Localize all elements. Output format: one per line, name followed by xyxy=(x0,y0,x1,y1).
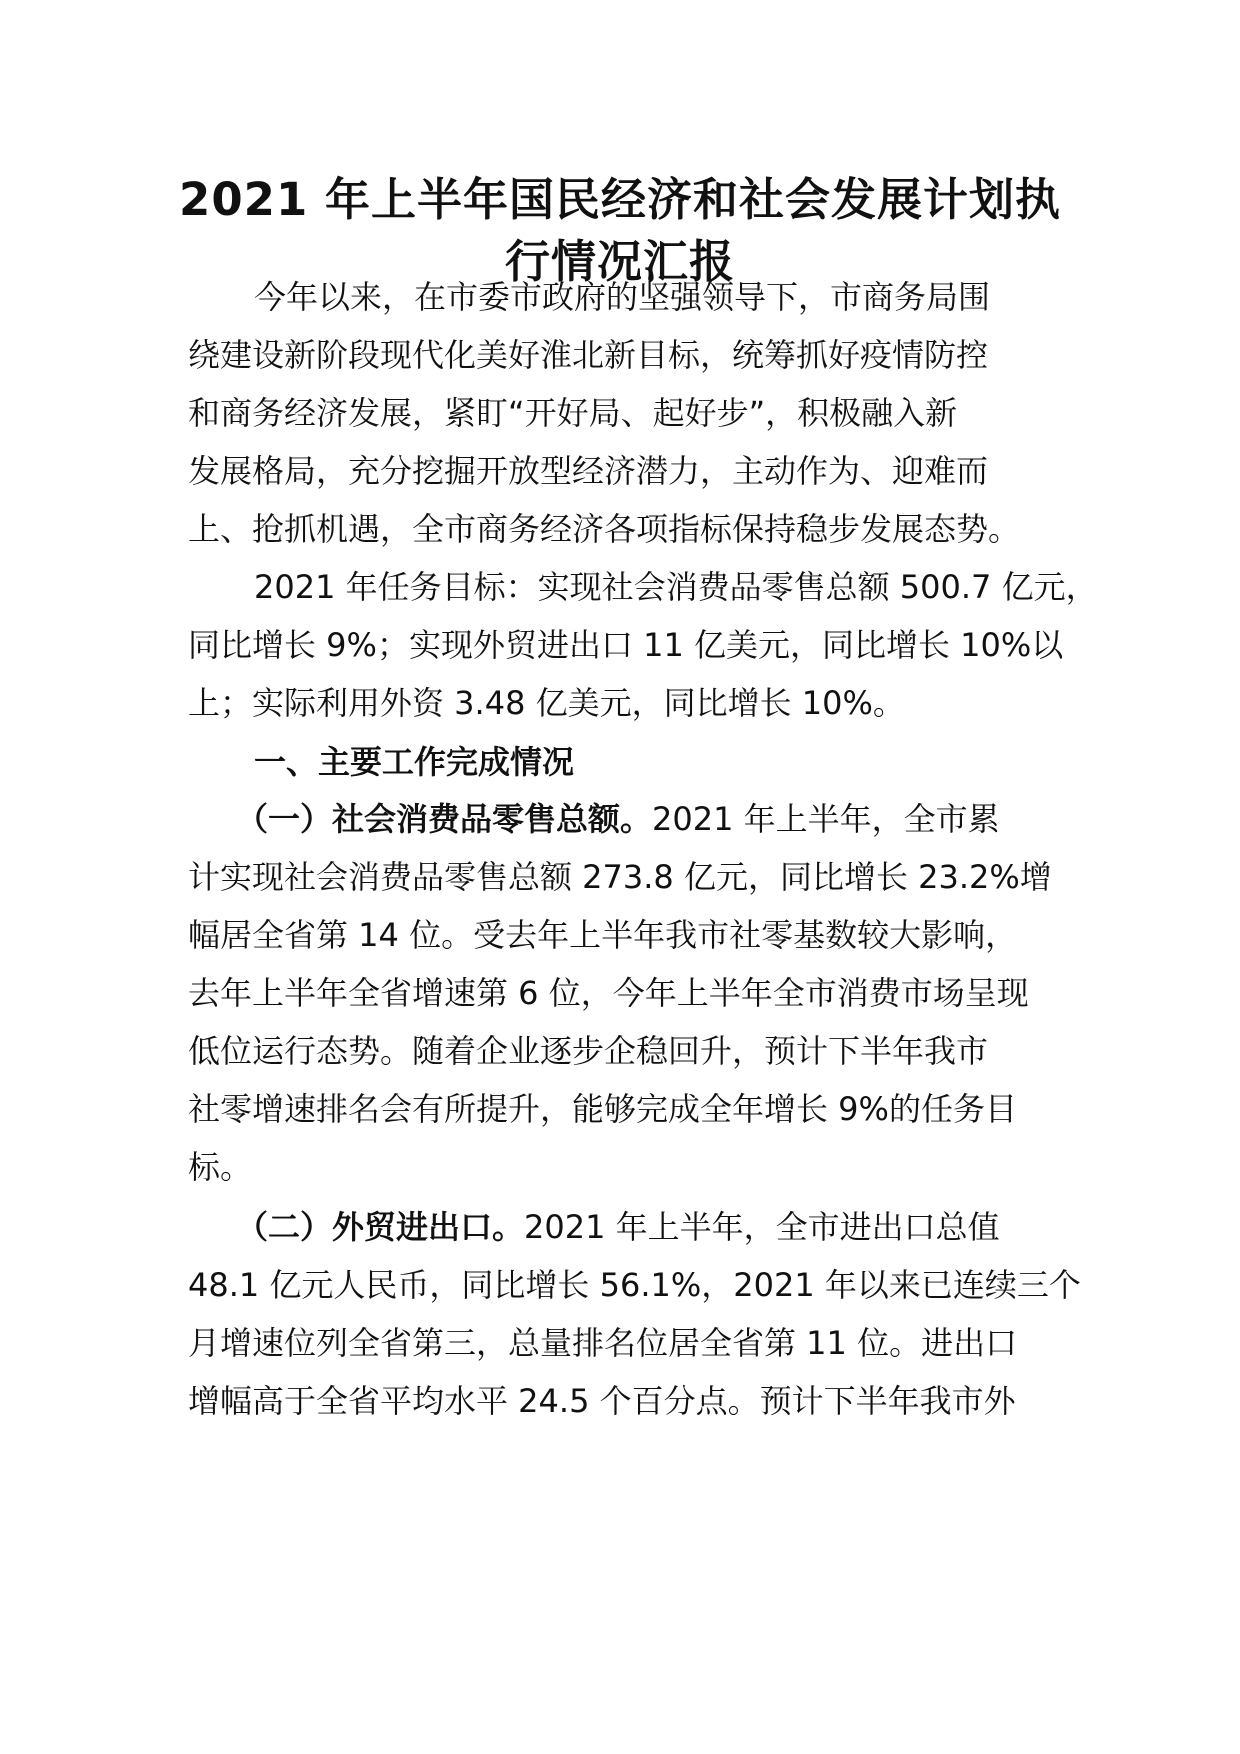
subsection-1-heading: （一）社会消费品零售总额。 xyxy=(236,800,653,838)
intro-line-5: 上、抢抓机遇，全市商务经济各项指标保持稳步发展态势。 xyxy=(188,510,1021,548)
subsection-2-line-4: 增幅高于全省平均水平 24.5 个百分点。预计下半年我市外 xyxy=(188,1382,1016,1420)
subsection-1-line-5: 低位运行态势。随着企业逐步企稳回升，预计下半年我市 xyxy=(188,1032,989,1070)
subsection-2-heading: （二）外贸进出口。 xyxy=(236,1208,525,1246)
subsection-1-line-7: 标。 xyxy=(188,1148,253,1186)
subsection-1-line-3: 幅居全省第 14 位。受去年上半年我市社零基数较大影响， xyxy=(188,916,1018,954)
intro-line-3: 和商务经济发展，紧盯“开好局、起好步”，积极融入新 xyxy=(188,394,958,432)
subsection-1-line-2: 计实现社会消费品零售总额 273.8 亿元，同比增长 23.2%增 xyxy=(188,858,1052,896)
intro-line-2: 绕建设新阶段现代化美好淮北新目标，统筹抓好疫情防控 xyxy=(188,336,989,374)
subsection-1-line-4: 去年上半年全省增速第 6 位，今年上半年全市消费市场呈现 xyxy=(188,974,1029,1012)
subsection-2-line-2: 48.1 亿元人民币，同比增长 56.1%，2021 年以来已连续三个 xyxy=(188,1266,1081,1304)
subsection-2-first-line xyxy=(236,1205,1000,1249)
subsection-2-first-text: 2021 年上半年，全市进出口总值 xyxy=(524,1208,1000,1246)
subsection-2-line-3: 月增速位列全省第三，总量排名位居全省第 11 位。进出口 xyxy=(188,1324,1018,1362)
targets-line-1: 2021 年任务目标：实现社会消费品零售总额 500.7 亿元， xyxy=(254,568,1098,606)
document-title-line-2: 行情况汇报 xyxy=(504,235,735,288)
targets-line-3: 上；实际利用外资 3.48 亿美元，同比增长 10%。 xyxy=(188,684,905,722)
section-heading-1: 一、主要工作完成情况 xyxy=(254,743,575,781)
subsection-1-first-line xyxy=(236,797,1000,841)
subsection-1-line-6: 社零增速排名会有所提升，能够完成全年增长 9%的任务目 xyxy=(188,1090,1017,1128)
subsection-1-first-text: 2021 年上半年，全市累 xyxy=(652,800,1000,838)
intro-line-1: 今年以来，在市委市政府的坚强领导下，市商务局围 xyxy=(254,278,991,316)
targets-line-2: 同比增长 9%；实现外贸进出口 11 亿美元，同比增长 10%以 xyxy=(188,626,1064,664)
intro-line-4: 发展格局，充分挖掘开放型经济潜力，主动作为、迎难而 xyxy=(188,452,989,490)
document-title-line-1: 2021 年上半年国民经济和社会发展计划执 xyxy=(179,173,1061,226)
